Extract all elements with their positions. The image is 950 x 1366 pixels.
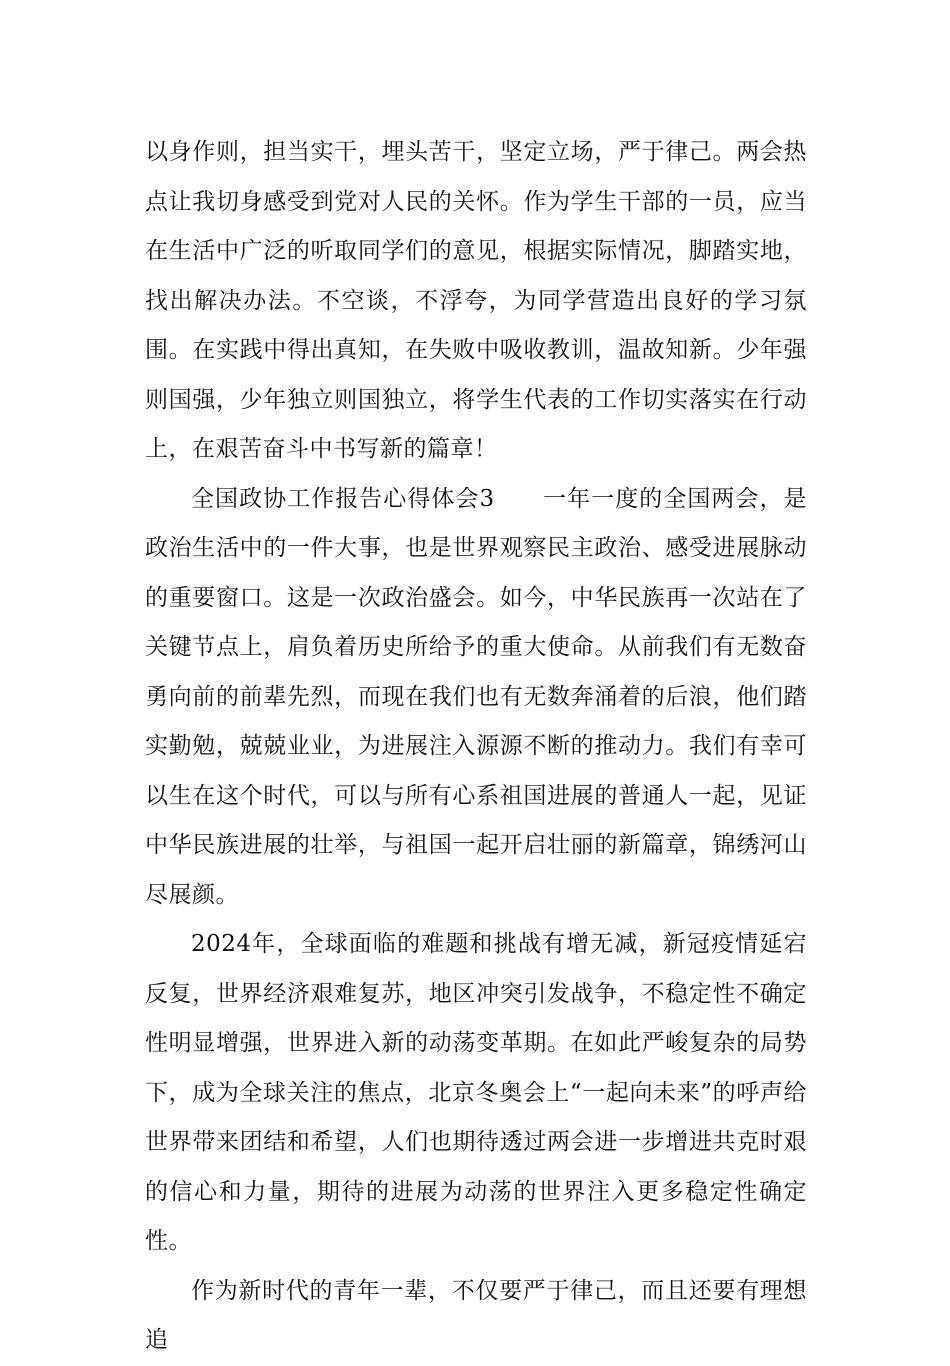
paragraph-2-text: 一年一度的全国两会，是政治生活中的一件大事，也是世界观察民主政治、感受进展脉动的重要窗口。这是一次政治盛会。如今，中华民族再一次站在了关键节点上，肩负着历史所给予的重大使命。从前我们有无数奋勇向前的前辈先烈，而现在我们也有无数奔涌着的后浪，他们踏实勤勉，兢兢业业，为进展注入源源不断的推动力。我们有幸可以生在这个时代，可以与所有心系祖国进展的普通人一起，见证中华民族进展的壮举，与祖国一起开启壮丽的新篇章，锦绣河山尽展颜。 bbox=[145, 485, 808, 908]
paragraph-3-text: 2024年，全球面临的难题和挑战有增无减，新冠疫情延宕反复，世界经济艰难复苏，地区冲突引发战争，不稳定性不确定性明显增强，世界进入新的动荡变革期。在如此严峻复杂的局势下，成为全球关注的焦点，北京冬奥会上“一起向未来”的呼声给世界带来团结和希望，人们也期待透过两会进一步增进共克时艰的信心和力量，期待的进展为动荡的世界注入更多稳定性确定性。 bbox=[145, 931, 807, 1254]
paragraph-1 bbox=[145, 128, 807, 475]
paragraph-4 bbox=[145, 1267, 807, 1366]
paragraph-3 bbox=[145, 920, 807, 1267]
paragraph-4-text: 作为新时代的青年一辈，不仅要严于律己，而且还要有理想追 bbox=[145, 1277, 807, 1353]
section-heading: 全国政协工作报告心得体会3 bbox=[191, 485, 495, 512]
paragraph-1-text: 以身作则，担当实干，埋头苦干，坚定立场，严于律己。两会热点让我切身感受到党对人民的关怀。作为学生干部的一员，应当在生活中广泛的听取同学们的意见，根据实际情况，脚踏实地，找出解决办法。不空谈，不浮夸，为同学营造出良好的学习氛围。在实践中得出真知，在失败中吸收教训，温故知新。少年强则国强，少年独立则国独立，将学生代表的工作切实落实在行动上，在艰苦奋斗中书写新的篇章！ bbox=[145, 139, 807, 462]
document-body bbox=[145, 128, 807, 1366]
paragraph-2 bbox=[145, 475, 807, 921]
